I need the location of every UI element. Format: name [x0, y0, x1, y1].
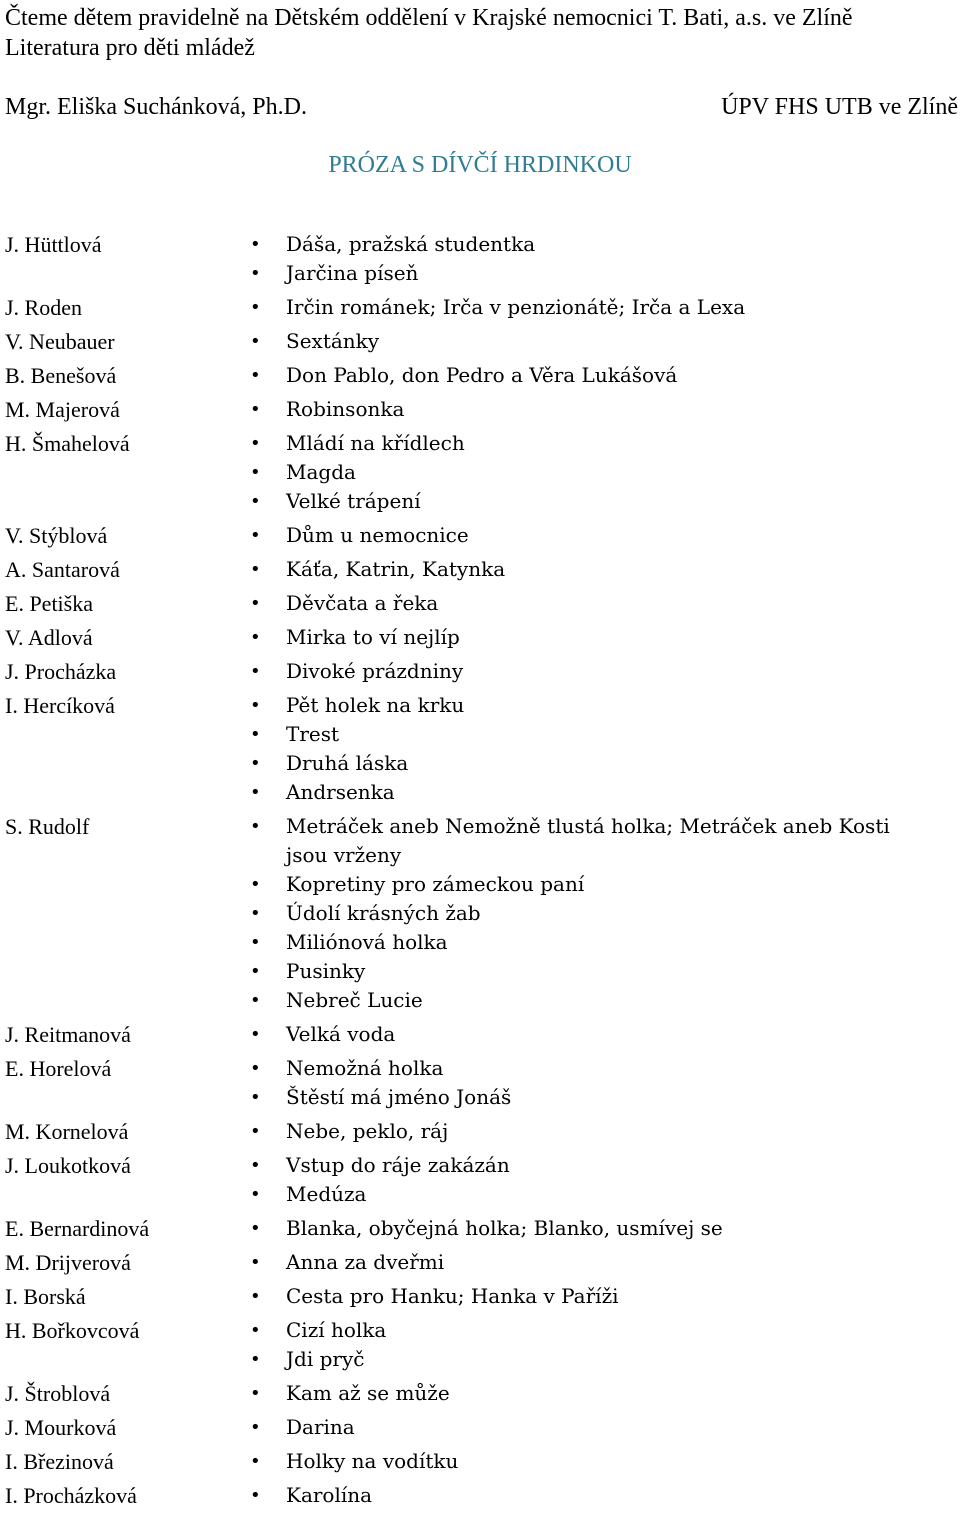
book-title: • Káťa, Katrin, Katynka — [250, 555, 930, 584]
entry-row — [0, 812, 960, 1015]
entry-author: E. Bernardinová — [5, 1216, 150, 1241]
book-title: • Nebreč Lucie — [250, 986, 930, 1015]
book-title: • Mirka to ví nejlíp — [250, 623, 930, 652]
entry-row — [0, 1214, 960, 1243]
book-title: • Jdi pryč — [250, 1345, 930, 1374]
entry-titles — [250, 812, 930, 1015]
entry-author: V. Stýblová — [5, 523, 108, 548]
book-title: • Cesta pro Hanku; Hanka v Paříži — [250, 1282, 930, 1311]
entry-row — [0, 1379, 960, 1408]
book-title: • Nemožná holka — [250, 1054, 930, 1083]
entry-titles — [250, 1214, 930, 1243]
entry-author: M. Kornelová — [5, 1119, 129, 1144]
book-title: • Anna za dveřmi — [250, 1248, 930, 1277]
entry-author: E. Horelová — [5, 1056, 112, 1081]
entry-titles — [250, 623, 930, 652]
entry-row — [0, 1447, 960, 1476]
entry-titles — [250, 361, 930, 390]
entry-titles — [250, 1413, 930, 1442]
entry-author: B. Benešová — [5, 363, 117, 388]
book-title: • Darina — [250, 1413, 930, 1442]
entry-row — [0, 1151, 960, 1209]
entry-titles — [250, 521, 930, 550]
entry-row — [0, 293, 960, 322]
entry-row — [0, 1054, 960, 1112]
entry-row — [0, 589, 960, 618]
entry-titles — [250, 555, 930, 584]
book-title: • Druhá láska — [250, 749, 930, 778]
book-title: • Nebe, peklo, ráj — [250, 1117, 930, 1146]
book-title: • Velká voda — [250, 1020, 930, 1049]
book-title: • Irčin románek; Irča v penzionátě; Irča a Lexa — [250, 293, 930, 322]
entry-titles — [250, 429, 930, 516]
entry-row — [0, 521, 960, 550]
entry-author: I. Procházková — [5, 1483, 137, 1508]
institution: ÚPV FHS UTB ve Zlíně — [721, 94, 958, 120]
entry-author: I. Březinová — [5, 1449, 114, 1474]
entry-row — [0, 691, 960, 807]
entry-author: V. Adlová — [5, 625, 93, 650]
book-title: • Cizí holka — [250, 1316, 930, 1345]
book-title: • Blanka, obyčejná holka; Blanko, usmívej se — [250, 1214, 930, 1243]
book-title: • Vstup do ráje zakázán — [250, 1151, 930, 1180]
entry-row — [0, 657, 960, 686]
entry-row — [0, 327, 960, 356]
entry-row — [0, 395, 960, 424]
entry-row — [0, 555, 960, 584]
entry-titles — [250, 1379, 930, 1408]
book-title: • Divoké prázdniny — [250, 657, 930, 686]
entry-author: J. Roden — [5, 295, 82, 320]
entry-author: M. Drijverová — [5, 1250, 131, 1275]
entry-author: E. Petiška — [5, 591, 93, 616]
entry-titles — [250, 1447, 930, 1476]
entry-row — [0, 623, 960, 652]
entry-titles — [250, 589, 930, 618]
book-title: • Karolína — [250, 1481, 930, 1510]
book-title: • Sextánky — [250, 327, 930, 356]
entry-author: J. Loukotková — [5, 1153, 131, 1178]
book-title: • Dáša, pražská studentka — [250, 230, 930, 259]
book-title: • Miliónová holka — [250, 928, 930, 957]
book-title: • Údolí krásných žab — [250, 899, 930, 928]
book-title: • Pět holek na krku — [250, 691, 930, 720]
book-title: • Kam až se může — [250, 1379, 930, 1408]
book-title: • Magda — [250, 458, 930, 487]
entry-author: V. Neubauer — [5, 329, 115, 354]
entry-row — [0, 230, 960, 288]
entry-author: H. Bořkovcová — [5, 1318, 140, 1343]
entry-titles — [250, 395, 930, 424]
entry-author: I. Hercíková — [5, 693, 115, 718]
book-title: • Štěstí má jméno Jonáš — [250, 1083, 930, 1112]
entry-row — [0, 1481, 960, 1510]
entry-titles — [250, 327, 930, 356]
book-title: • Pusinky — [250, 957, 930, 986]
header-line-1: Čteme dětem pravidelně na Dětském oddělení v Krajské nemocnici T. Bati, a.s. ve Zlíně — [5, 5, 853, 31]
entry-author: J. Mourková — [5, 1415, 117, 1440]
entry-titles — [250, 691, 930, 807]
entry-titles — [250, 1282, 930, 1311]
book-title: • Velké trápení — [250, 487, 930, 516]
book-title: • Kopretiny pro zámeckou paní — [250, 870, 930, 899]
book-title: • Andrsenka — [250, 778, 930, 807]
entry-row — [0, 1316, 960, 1374]
header-line-2: Literatura pro děti mládež — [5, 35, 255, 61]
entry-row — [0, 429, 960, 516]
entry-titles — [250, 1248, 930, 1277]
entry-titles — [250, 1316, 930, 1374]
entry-row — [0, 1282, 960, 1311]
book-title: • Don Pablo, don Pedro a Věra Lukášová — [250, 361, 930, 390]
book-title: • Jarčina píseň — [250, 259, 930, 288]
entry-row — [0, 1020, 960, 1049]
book-title: • Metráček aneb Nemožně tlustá holka; Metráček aneb Kosti jsou vrženy — [250, 812, 930, 870]
entry-author: S. Rudolf — [5, 814, 90, 839]
book-title: • Medúza — [250, 1180, 930, 1209]
entry-author: I. Borská — [5, 1284, 86, 1309]
entry-row — [0, 1117, 960, 1146]
entry-row — [0, 361, 960, 390]
entry-list — [0, 230, 960, 1515]
entry-titles — [250, 1151, 930, 1209]
book-title: • Holky na vodítku — [250, 1447, 930, 1476]
book-title: • Mládí na křídlech — [250, 429, 930, 458]
entry-author: J. Procházka — [5, 659, 117, 684]
book-title: • Dům u nemocnice — [250, 521, 930, 550]
book-title: • Trest — [250, 720, 930, 749]
entry-author: H. Šmahelová — [5, 431, 130, 456]
entry-row — [0, 1413, 960, 1442]
entry-author: J. Hüttlová — [5, 232, 102, 257]
entry-author: J. Reitmanová — [5, 1022, 131, 1047]
entry-titles — [250, 1481, 930, 1510]
entry-row — [0, 1248, 960, 1277]
section-title: PRÓZA S DÍVČÍ HRDINKOU — [328, 152, 632, 178]
entry-author: A. Santarová — [5, 557, 120, 582]
entry-author: J. Štroblová — [5, 1381, 111, 1406]
entry-titles — [250, 293, 930, 322]
entry-titles — [250, 1020, 930, 1049]
book-title: • Robinsonka — [250, 395, 930, 424]
entry-titles — [250, 1054, 930, 1112]
book-title: • Děvčata a řeka — [250, 589, 930, 618]
entry-titles — [250, 1117, 930, 1146]
entry-titles — [250, 657, 930, 686]
author-name: Mgr. Eliška Suchánková, Ph.D. — [5, 94, 307, 120]
entry-titles — [250, 230, 930, 288]
entry-author: M. Majerová — [5, 397, 120, 422]
